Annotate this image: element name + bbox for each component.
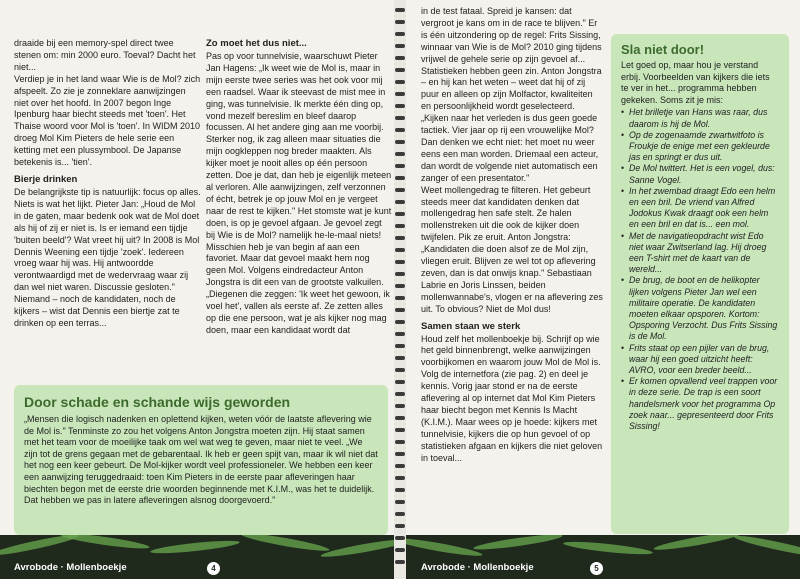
list-item: • In het zwembad draagt Edo een helm en een bril. De vriend van Alfred Jodokus Kwak draagt ook een helm en een bril en dat is... een mol. bbox=[621, 186, 779, 231]
paragraph: Houd zelf het mollenboekje bij. Schrijf op wie het geld binnenbrengt, welke aanwijzingen voorbijkomen en waarom jouw Mol de Mol is. Volg de internetfora (zie pag. 2) en deel je kennis. Vorig jaar stond er na de eerste aflevering al op internet dat Mol Kim Pieters haar biecht begon met Kennis Is Macht (K.I.M.). Maar wees op je hoede: kijkers met tunnelvisie, kijkers die op hun gevoel of op statistieken afgaan en kijkers die niet geloven in toeval... bbox=[421, 333, 603, 463]
list-item: • Op de zogenaamde zwartwitfoto is Froukje de enige met een gekleurde jas en springt er dus uit. bbox=[621, 130, 779, 164]
sidebar-box-right bbox=[611, 34, 789, 534]
spiral-ring bbox=[395, 548, 405, 552]
left-column-2 bbox=[206, 38, 392, 337]
list-item: • De brug, de boot en de helikopter lijken volgens Pieter Jan wel een militaire operatie. De kandidaten moeten elkaar opsporen. Kortom: Opsporing Verzocht. Dus Frits Sissing is de Mol. bbox=[621, 275, 779, 342]
left-column-1 bbox=[14, 38, 201, 330]
spiral-ring bbox=[395, 416, 405, 420]
paragraph: Verdiep je in het land waar Wie is de Mol? zich afspeelt. Zo zie je zonneklare aanwijzingen niet over het hoofd. In 2007 begon Inge Ipenburg haar biecht steeds met 'toen'. Het Thaise woord voor Mol is 'toen'. In WIDM 2010 droeg Mol Kim Pieters de hele serie een ketting met een plussymbool. De Japanse betekenis is... 'tien'. bbox=[14, 73, 201, 168]
spiral-ring bbox=[395, 320, 405, 324]
section-heading: Zo moet het dus niet... bbox=[206, 38, 307, 49]
spiral-ring bbox=[395, 536, 405, 540]
box-intro: Let goed op, maar hou je verstand erbij. Voorbeelden van kijkers die iets te ver in het... programma hebben gekeken. Soms zit je mis: bbox=[621, 60, 770, 105]
leaf-decoration bbox=[150, 538, 240, 555]
right-column-1 bbox=[421, 6, 604, 465]
page-footer bbox=[0, 535, 397, 579]
footer-label: Avrobode · Mollenboekje bbox=[14, 562, 127, 573]
spiral-ring bbox=[395, 188, 405, 192]
spiral-ring bbox=[395, 500, 405, 504]
spiral-ring bbox=[395, 140, 405, 144]
page-number: 5 bbox=[590, 562, 603, 575]
page-footer bbox=[403, 535, 800, 579]
leaf-decoration bbox=[240, 535, 330, 554]
spiral-ring bbox=[395, 212, 405, 216]
list-item: • Het brilletje van Hans was raar, dus daarom is hij de Mol. bbox=[621, 107, 779, 129]
left-page bbox=[0, 0, 397, 579]
spiral-ring bbox=[395, 8, 405, 12]
spiral-ring bbox=[395, 344, 405, 348]
spiral-ring bbox=[395, 80, 405, 84]
spiral-ring bbox=[395, 560, 405, 564]
spiral-ring bbox=[395, 176, 405, 180]
spiral-ring bbox=[395, 332, 405, 336]
spiral-ring bbox=[395, 428, 405, 432]
paragraph: in de test fataal. Spreid je kansen: dat vergroot je kans om in de race te blijven." Er is één uitzondering op de regel: Frits Sissing, winnaar van Wie is de Mol? 2010 ging tijdens vrijwel de gehele serie op zijn gevoel af... bbox=[421, 6, 602, 64]
right-page bbox=[403, 0, 800, 579]
box-text: „Mensen die logisch nadenken en oplettend kijken, weten vóór de laatste aflevering wie de Mol is." Tenminste zo zou het volgens Anton Jongstra moeten zijn. Hij staat samen met het team voor de moeilijke taak om wel wat weg te geven, maar niet te veel. „We zijn tot de grens gegaan met de gebarentaal. Ik heb er geen spijt van, maar ik wil niet dat het nog een keer gebeurt. De Mol-kijker wordt veel professioneler. We hebben een keer een aanwijzing teruggedraaid: toen Kim Pieters in de eerste paar afleveringen haar biechten begon met de eerste drie woorden beginnende met K.I.M., was het te duidelijk. Dat hebben we pas in latere afleveringen alsnog doorgevoerd." bbox=[24, 414, 378, 506]
spiral-ring bbox=[395, 248, 405, 252]
spiral-ring bbox=[395, 44, 405, 48]
spiral-ring bbox=[395, 404, 405, 408]
spiral-ring bbox=[395, 368, 405, 372]
leaf-decoration bbox=[733, 535, 800, 559]
section-heading: Bierje drinken bbox=[14, 173, 78, 185]
spiral-ring bbox=[395, 56, 405, 60]
spiral-ring bbox=[395, 200, 405, 204]
spiral-ring bbox=[395, 440, 405, 444]
list-item: • Met de navigatieopdracht wist Edo niet waar Zwitserland lag. Hij droeg een T-shirt met de kaart van de wereld... bbox=[621, 231, 779, 276]
leaf-decoration bbox=[0, 535, 80, 558]
spiral-ring bbox=[395, 224, 405, 228]
box-title: Door schade en schande wijs geworden bbox=[24, 394, 291, 410]
spiral-ring bbox=[395, 296, 405, 300]
leaf-decoration bbox=[403, 535, 483, 559]
footer-label: Avrobode · Mollenboekje bbox=[421, 562, 534, 573]
paragraph: Weet mollengedrag te filteren. Het gebeurt steeds meer dat kandidaten denken dat mollengedrag hen safe stelt. Ze halen mollenstreken uit die ook de kijker doen twijfelen. Pik ze eruit. Anton Jongstra: „Kandidaten die doen alsof ze de Mol zijn, vliegen eruit. Blijven ze wel tot op aflevering zeven, dan is dat onwijs knap." Sebastiaan Labrie en Joris Linssen, beiden mollenwannabe's, vlogen er na aflevering zes uit. To obvious? Niet de Mol dus! bbox=[421, 184, 603, 314]
paragraph: draaide bij een memory-spel direct twee stenen om: min 2000 euro. Toeval? Dacht het niet... bbox=[14, 38, 196, 72]
spiral-ring bbox=[395, 92, 405, 96]
spiral-ring bbox=[395, 512, 405, 516]
tips-list bbox=[621, 107, 779, 432]
spiral-binding bbox=[394, 0, 406, 579]
spiral-ring bbox=[395, 272, 405, 276]
spiral-ring bbox=[395, 104, 405, 108]
spiral-ring bbox=[395, 380, 405, 384]
leaf-decoration bbox=[320, 536, 397, 560]
spiral-ring bbox=[395, 152, 405, 156]
paragraph: De belangrijkste tip is natuurlijk: focus op alles. Niets is wat het lijkt. Pieter Jan: „Houd de Mol in de gaten, maar bedenk ook wat de Mol doet als hij of zij er niet is. Is er iemand een tijdje 'buiten beeld'? Wat vreet hij uit? In 2008 is Mol Dennis Weening een tijdje 'zoek'. Iedereen vroeg waar hij was. Hij antwoordde verontwaardigd met de wedervraag waar zij dan wel niet waren. Discussie gesloten." Niemand – noch de kandidaten, noch de kijkers – wist dat Dennis een biertje zat te drinken op een terras... bbox=[14, 186, 201, 328]
paragraph: Statistieken hebben geen zin. Anton Jongstra – en hij kan het weten – weet dat hij of zij puur en alleen op zijn Molfactor, kwaliteiten en persoonlijkheid wordt geselecteerd. „Kijken naar het verleden is dus geen goede tactiek. Vier jaar op rij een vrouwelijke Mol? Dan denken we echt niet: het moet nu weer eens een man worden. Driemaal een acteur, dan wordt de volgende niet automatisch een zanger of een presentator." bbox=[421, 65, 602, 183]
list-item: • Frits staat op een pijler van de brug, waar hij een goed uitzicht heeft: AVRO, voor een breder beeld... bbox=[621, 343, 779, 377]
spiral-ring bbox=[395, 524, 405, 528]
spiral-ring bbox=[395, 68, 405, 72]
spiral-ring bbox=[395, 116, 405, 120]
spiral-ring bbox=[395, 236, 405, 240]
leaf-decoration bbox=[563, 539, 653, 556]
paragraph: Pas op voor tunnelvisie, waarschuwt Pieter Jan Hagens: „Ik weet wie de Mol is, maar in mijn eerste twee series was het ook voor mij een raadsel. Waar ik steevast de mist mee in ging, was tunnelvisie. Ik merkte één ding op, vond mezelf bereslim en bleef daarop focussen. Al het andere ging aan me voorbij. Sterker nog, ik zag alleen maar situaties die mijn oogkleppen nog breder maakten. Als kijker moet je nooit alles op één persoon zetten. Doe je dat, dan heb je eigenlijk meteen al verloren. Alle aanwijzingen, zelf verzonnen of écht, betrek je op jouw Mol en je vergeet naar de rest te kijken." Het stomste wat je kunt doen, is op je gevoel afgaan. Je gevoel zegt bij Wie is de Mol? namelijk he-le-maal niets! Misschien heb je van begin af aan een favoriet. Maar dat gevoel maakt hem nog geen Mol. Volgens eindredacteur Anton Jongstra is dit een van de grootste valkuilen. „Diegenen die zeggen: 'Ik weet het gewoon, ik voel het', vallen als eerste af. Ze zetten alles op die ene persoon, wat je als kijker nog mag doen, maar een kandidaat wordt dat bbox=[206, 51, 392, 335]
spiral-ring bbox=[395, 392, 405, 396]
spiral-ring bbox=[395, 464, 405, 468]
spiral-ring bbox=[395, 476, 405, 480]
sidebar-box-left bbox=[14, 385, 388, 535]
list-item: • De Mol twittert. Het is een vogel, dus: Sanne Vogel. bbox=[621, 163, 779, 185]
spiral-ring bbox=[395, 308, 405, 312]
box-title: Sla niet door! bbox=[621, 42, 705, 57]
spiral-ring bbox=[395, 284, 405, 288]
spiral-ring bbox=[395, 32, 405, 36]
spiral-ring bbox=[395, 128, 405, 132]
page-number: 4 bbox=[207, 562, 220, 575]
spiral-ring bbox=[395, 260, 405, 264]
leaf-decoration bbox=[60, 535, 150, 551]
spiral-ring bbox=[395, 20, 405, 24]
spiral-ring bbox=[395, 488, 405, 492]
spiral-ring bbox=[395, 452, 405, 456]
spiral-ring bbox=[395, 356, 405, 360]
section-heading: Samen staan we sterk bbox=[421, 320, 521, 332]
spiral-ring bbox=[395, 164, 405, 168]
leaf-decoration bbox=[653, 535, 743, 553]
leaf-decoration bbox=[473, 535, 563, 552]
list-item: • Er komen opvallend veel trappen voor in deze serie. De trap is een soort handelsmerk voor het programma Op zoek naar... gepresenteerd door Frits Sissing! bbox=[621, 376, 779, 432]
